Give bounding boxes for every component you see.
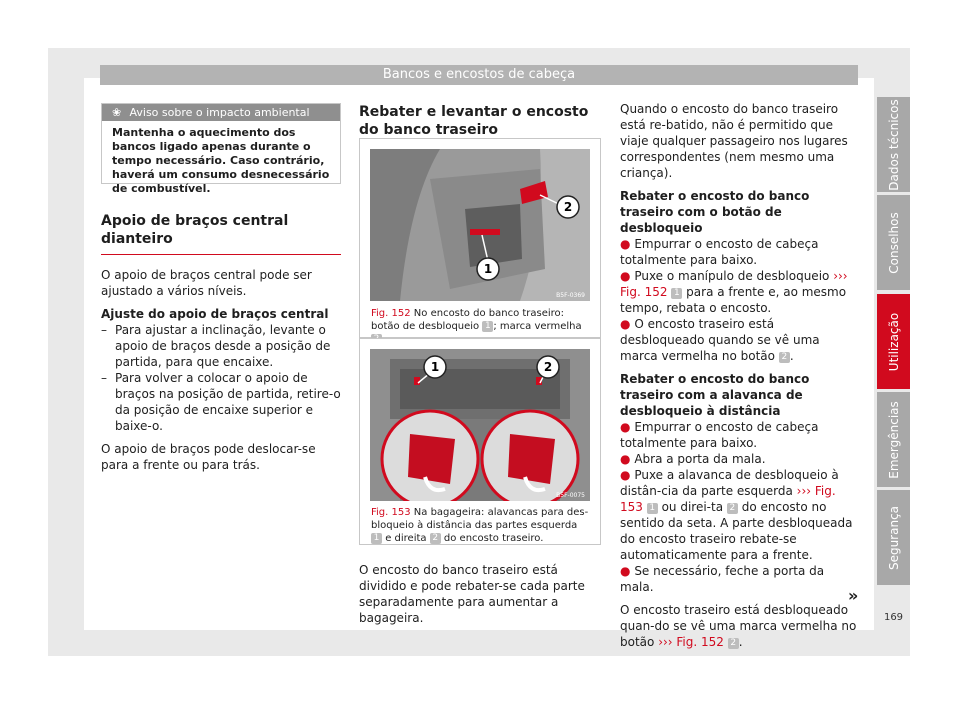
figure-153-caption: Fig. 153 Na bagageira: alavancas para des-bloqueio à distância das partes esquerda 1 e direita 2 do encosto traseiro. — [371, 507, 589, 544]
callout-2: 2 — [543, 360, 553, 374]
column-left — [101, 212, 341, 480]
step-close-trunk: ● Se necessário, feche a porta da mala. — [620, 564, 825, 594]
page-number: 169 — [883, 612, 904, 623]
leaf-icon: ❀ — [112, 106, 122, 119]
armrest-step-1: – Para ajustar a inclinação, levante o apoio de braços desde a posição de partida, para que encaixe. — [101, 322, 341, 370]
notice-body: Mantenha o aquecimento dos bancos ligado apenas durante o tempo necessário. Caso contrário, haverá um consumo desnecessário de combustível. — [112, 126, 330, 195]
unlocked-note: O encosto traseiro está desbloqueado quan-do se vê uma marca vermelha no botão ››› Fig. 152 2 . — [620, 603, 857, 649]
passenger-warning-text: Quando o encosto do banco traseiro está re-batido, não é permitido que viaje qualquer passageiro nos lugares correspondentes (nem mesmo uma criança). — [620, 102, 848, 180]
column-right — [620, 101, 860, 657]
notice-header: ❀ Aviso sobre o impacto ambiental — [102, 104, 340, 121]
figure-code: B5F-0369 — [556, 292, 585, 299]
environment-notice — [101, 103, 341, 195]
subheading-remote-release: Rebater o encosto do banco traseiro com a alavanca de desbloqueio à distância — [620, 372, 810, 418]
subheading-button-release: Rebater o encosto do banco traseiro com o botão de desbloqueio — [620, 189, 810, 235]
callout-1: 1 — [430, 360, 440, 374]
armrest-step-2: – Para volver a colocar o apoio de braços na posição de partida, retire-o da posição de encaixe superior e baixe-o. — [101, 370, 341, 434]
fig-153-link[interactable]: ››› Fig. 153 — [620, 484, 836, 514]
step-red-mark: ● O encosto traseiro está desbloqueado quando se vê uma marca vermelha no botão 2 . — [620, 317, 820, 363]
continue-arrow: » — [848, 586, 859, 605]
armrest-outro: O apoio de braços pode deslocar-se para a frente ou para trás. — [101, 442, 316, 472]
step-headrest-down-2: ● Empurrar o encosto de cabeça totalmente para baixo. — [620, 420, 819, 450]
tab-utilizacao[interactable]: Utilização — [877, 294, 910, 389]
step-pull-lever: ● Puxe a alavanca de desbloqueio à distân-cia da parte esquerda ››› Fig. 153 1 ou direi-ta 2 do encosto no sentido da seta. A parte desbloqueada do encosto traseiro rebate-se automaticamente para a frente. — [620, 468, 853, 562]
step-pull-handle: ● Puxe o manípulo de desbloqueio ››› Fig. 152 1 para a frente e, ao mesmo tempo, rebata o encosto. — [620, 269, 848, 315]
figure-152 — [359, 138, 601, 338]
armrest-intro: O apoio de braços central pode ser ajustado a vários níveis. — [101, 268, 312, 298]
figure-153 — [359, 338, 601, 545]
seat-release-button-illustration — [370, 149, 590, 301]
step-open-trunk: ● Abra a porta da mala. — [620, 452, 766, 466]
tab-emergencias[interactable]: Emergências — [877, 392, 910, 487]
tab-dados-tecnicos[interactable]: Dados técnicos — [877, 97, 910, 192]
figure-code: B5F-0075 — [556, 492, 585, 499]
step-headrest-down: ● Empurrar o encosto de cabeça totalmente para baixo. — [620, 237, 819, 267]
trunk-release-levers-illustration — [370, 349, 590, 501]
fig-152-link[interactable]: ››› Fig. 152 — [620, 269, 848, 299]
tab-seguranca[interactable]: Segurança — [877, 490, 910, 585]
fig-152-link-2[interactable]: ››› Fig. 152 — [658, 635, 724, 649]
rear-seat-intro: O encosto do banco traseiro está dividido e pode rebater-se cada parte separadamente para aumentar a bagageira. — [359, 563, 585, 625]
callout-1: 1 — [483, 262, 493, 276]
figure-152-caption: Fig. 152 No encosto do banco traseiro: botão de desbloqueio 1 ; marca vermelha — [371, 307, 591, 346]
armrest-subheading: Ajuste do apoio de braços central — [101, 307, 329, 321]
section-title-rear-seat: Rebater e levantar o encosto do banco traseiro — [359, 103, 601, 146]
section-title-armrest: Apoio de braços central dianteiro — [101, 212, 341, 255]
tab-conselhos[interactable]: Conselhos — [877, 195, 910, 290]
callout-2: 2 — [563, 200, 573, 214]
chapter-header: Bancos e encostos de cabeça — [100, 65, 858, 85]
